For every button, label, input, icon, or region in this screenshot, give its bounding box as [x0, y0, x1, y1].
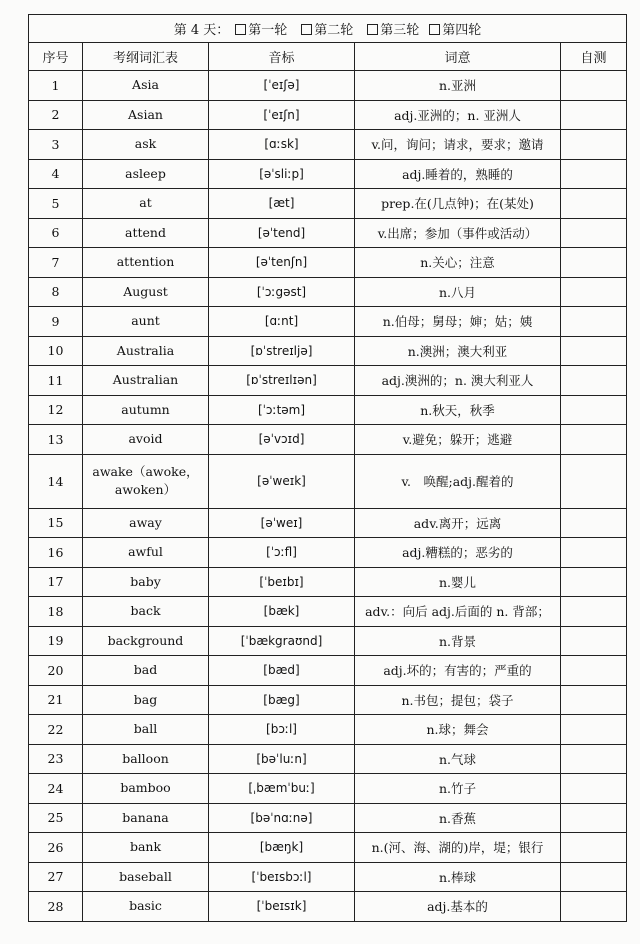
word-cell: Australian: [83, 366, 209, 396]
meaning-cell: n.书包；提包；袋子: [355, 685, 561, 715]
meaning-cell: n.关心；注意: [355, 248, 561, 278]
self-test-cell[interactable]: [561, 277, 627, 307]
round-1-label: 第一轮: [248, 23, 288, 38]
table-row: [29, 454, 627, 508]
table-row: [29, 508, 627, 538]
round-1-checkbox[interactable]: [235, 24, 246, 35]
table-row: [29, 862, 627, 892]
ipa-cell: [ɑːsk]: [209, 130, 355, 160]
word-cell: avoid: [83, 425, 209, 455]
ipa-cell: [ɒˈstreɪljə]: [209, 336, 355, 366]
word-cell: Asian: [83, 100, 209, 130]
row-number: 25: [29, 803, 83, 833]
table-row: [29, 336, 627, 366]
row-number: 19: [29, 626, 83, 656]
table-row: [29, 685, 627, 715]
row-number: 20: [29, 656, 83, 686]
ipa-cell: [ˈbækgraʊnd]: [209, 626, 355, 656]
table-row: [29, 189, 627, 219]
self-test-cell[interactable]: [561, 656, 627, 686]
row-number: 2: [29, 100, 83, 130]
ipa-cell: [ˌbæmˈbuː]: [209, 774, 355, 804]
row-number: 3: [29, 130, 83, 160]
ipa-cell: [bæd]: [209, 656, 355, 686]
meaning-cell: n.澳洲；澳大利亚: [355, 336, 561, 366]
self-test-cell[interactable]: [561, 189, 627, 219]
self-test-cell[interactable]: [561, 626, 627, 656]
ipa-cell: [ˈɔːfl]: [209, 538, 355, 568]
header-ipa: 音标: [209, 43, 355, 71]
word-cell: attention: [83, 248, 209, 278]
table-row: [29, 100, 627, 130]
row-number: 23: [29, 744, 83, 774]
self-test-cell[interactable]: [561, 100, 627, 130]
table-row: [29, 71, 627, 101]
ipa-cell: [æt]: [209, 189, 355, 219]
header-self-test: 自测: [561, 43, 627, 71]
meaning-cell: adj.坏的；有害的；严重的: [355, 656, 561, 686]
row-number: 27: [29, 862, 83, 892]
ipa-cell: [ˈbeɪbɪ]: [209, 567, 355, 597]
meaning-cell: n.球；舞会: [355, 715, 561, 745]
table-row: [29, 159, 627, 189]
title-cell: [29, 15, 627, 43]
ipa-cell: [bæŋk]: [209, 833, 355, 863]
row-number: 10: [29, 336, 83, 366]
ipa-cell: [əˈtend]: [209, 218, 355, 248]
self-test-cell[interactable]: [561, 774, 627, 804]
table-row: [29, 803, 627, 833]
title-row: [29, 15, 627, 43]
meaning-cell: adv.离开；远离: [355, 508, 561, 538]
meaning-cell: v.出席；参加（事件或活动）: [355, 218, 561, 248]
self-test-cell[interactable]: [561, 508, 627, 538]
row-number: 21: [29, 685, 83, 715]
meaning-cell: n.气球: [355, 744, 561, 774]
round-4-checkbox[interactable]: [429, 24, 440, 35]
round-3-label: 第三轮: [380, 23, 420, 38]
ipa-cell: [ˈeɪʃn]: [209, 100, 355, 130]
meaning-cell: adj.澳洲的；n. 澳大利亚人: [355, 366, 561, 396]
round-2-label: 第二轮: [314, 23, 354, 38]
meaning-cell: adj.睡着的，熟睡的: [355, 159, 561, 189]
ipa-cell: [əˈweɪ]: [209, 508, 355, 538]
round-2-checkbox[interactable]: [301, 24, 312, 35]
word-cell: attend: [83, 218, 209, 248]
self-test-cell[interactable]: [561, 567, 627, 597]
header-row: [29, 43, 627, 71]
meaning-cell: n.伯母；舅母；婶；姑；姨: [355, 307, 561, 337]
ipa-cell: [bæg]: [209, 685, 355, 715]
word-cell: ball: [83, 715, 209, 745]
meaning-cell: v. 唤醒;adj.醒着的: [355, 454, 561, 508]
self-test-cell[interactable]: [561, 395, 627, 425]
ipa-cell: [ɑːnt]: [209, 307, 355, 337]
meaning-cell: v.避免；躲开；逃避: [355, 425, 561, 455]
row-number: 13: [29, 425, 83, 455]
self-test-cell[interactable]: [561, 454, 627, 508]
vocabulary-table: [28, 14, 627, 922]
row-number: 17: [29, 567, 83, 597]
meaning-cell: n.棒球: [355, 862, 561, 892]
table-row: [29, 833, 627, 863]
row-number: 28: [29, 892, 83, 922]
word-cell: bank: [83, 833, 209, 863]
table-row: [29, 130, 627, 160]
word-cell: August: [83, 277, 209, 307]
self-test-cell[interactable]: [561, 803, 627, 833]
word-cell: balloon: [83, 744, 209, 774]
word-cell: baby: [83, 567, 209, 597]
self-test-cell[interactable]: [561, 248, 627, 278]
table-row: [29, 715, 627, 745]
word-cell: autumn: [83, 395, 209, 425]
word-cell: back: [83, 597, 209, 627]
meaning-cell: n.秋天，秋季: [355, 395, 561, 425]
self-test-cell[interactable]: [561, 597, 627, 627]
row-number: 14: [29, 454, 83, 508]
table-row: [29, 307, 627, 337]
row-number: 4: [29, 159, 83, 189]
vocabulary-sheet: [28, 14, 626, 922]
row-number: 6: [29, 218, 83, 248]
table-row: [29, 425, 627, 455]
header-word: 考纲词汇表: [83, 43, 209, 71]
meaning-cell: adv.：向后 adj.后面的 n. 背部；: [355, 597, 561, 627]
row-number: 24: [29, 774, 83, 804]
ipa-cell: [bæk]: [209, 597, 355, 627]
self-test-cell[interactable]: [561, 425, 627, 455]
word-cell: aunt: [83, 307, 209, 337]
self-test-cell[interactable]: [561, 862, 627, 892]
header-meaning: 词意: [355, 43, 561, 71]
ipa-cell: [əˈvɔɪd]: [209, 425, 355, 455]
self-test-cell[interactable]: [561, 130, 627, 160]
row-number: 1: [29, 71, 83, 101]
word-cell: basic: [83, 892, 209, 922]
row-number: 18: [29, 597, 83, 627]
self-test-cell[interactable]: [561, 366, 627, 396]
ipa-cell: [ˈbeɪsbɔːl]: [209, 862, 355, 892]
round-3-checkbox[interactable]: [367, 24, 378, 35]
self-test-cell[interactable]: [561, 71, 627, 101]
table-row: [29, 656, 627, 686]
self-test-cell[interactable]: [561, 159, 627, 189]
table-row: [29, 218, 627, 248]
self-test-cell[interactable]: [561, 685, 627, 715]
word-cell: awake（awoke，awoken）: [83, 454, 209, 508]
table-row: [29, 774, 627, 804]
table-row: [29, 892, 627, 922]
meaning-cell: v.问，询问；请求，要求；邀请: [355, 130, 561, 160]
self-test-cell[interactable]: [561, 307, 627, 337]
self-test-cell[interactable]: [561, 336, 627, 366]
table-row: [29, 538, 627, 568]
day-label: 第 4 天：: [173, 23, 230, 38]
meaning-cell: n.背景: [355, 626, 561, 656]
ipa-cell: [ˈɔːtəm]: [209, 395, 355, 425]
ipa-cell: [ˈɔːgəst]: [209, 277, 355, 307]
word-cell: banana: [83, 803, 209, 833]
word-cell: awful: [83, 538, 209, 568]
row-number: 5: [29, 189, 83, 219]
word-cell: background: [83, 626, 209, 656]
row-number: 12: [29, 395, 83, 425]
self-test-cell[interactable]: [561, 833, 627, 863]
word-cell: ask: [83, 130, 209, 160]
meaning-cell: n.八月: [355, 277, 561, 307]
meaning-cell: n.竹子: [355, 774, 561, 804]
word-cell: Australia: [83, 336, 209, 366]
meaning-cell: n.(河、海、湖的)岸，堤；银行: [355, 833, 561, 863]
meaning-cell: adj.亚洲的；n. 亚洲人: [355, 100, 561, 130]
row-number: 26: [29, 833, 83, 863]
self-test-cell[interactable]: [561, 715, 627, 745]
word-cell: bad: [83, 656, 209, 686]
table-row: [29, 597, 627, 627]
meaning-cell: n.婴儿: [355, 567, 561, 597]
ipa-cell: [bəˈluːn]: [209, 744, 355, 774]
word-cell: bag: [83, 685, 209, 715]
ipa-cell: [əˈsliːp]: [209, 159, 355, 189]
ipa-cell: [ˈeɪʃə]: [209, 71, 355, 101]
ipa-cell: [bɔːl]: [209, 715, 355, 745]
meaning-cell: prep.在(几点钟)；在(某处): [355, 189, 561, 219]
word-cell: at: [83, 189, 209, 219]
row-number: 22: [29, 715, 83, 745]
ipa-cell: [bəˈnɑːnə]: [209, 803, 355, 833]
self-test-cell[interactable]: [561, 744, 627, 774]
meaning-cell: adj.糟糕的；恶劣的: [355, 538, 561, 568]
header-no: 序号: [29, 43, 83, 71]
table-row: [29, 366, 627, 396]
word-cell: asleep: [83, 159, 209, 189]
word-cell: baseball: [83, 862, 209, 892]
table-row: [29, 626, 627, 656]
row-number: 15: [29, 508, 83, 538]
row-number: 9: [29, 307, 83, 337]
self-test-cell[interactable]: [561, 538, 627, 568]
meaning-cell: n.香蕉: [355, 803, 561, 833]
round-4-label: 第四轮: [442, 23, 482, 38]
word-cell: Asia: [83, 71, 209, 101]
meaning-cell: n.亚洲: [355, 71, 561, 101]
row-number: 11: [29, 366, 83, 396]
table-row: [29, 744, 627, 774]
row-number: 16: [29, 538, 83, 568]
ipa-cell: [ɒˈstreɪlɪən]: [209, 366, 355, 396]
row-number: 8: [29, 277, 83, 307]
word-cell: away: [83, 508, 209, 538]
meaning-cell: adj.基本的: [355, 892, 561, 922]
table-row: [29, 248, 627, 278]
row-number: 7: [29, 248, 83, 278]
ipa-cell: [əˈweɪk]: [209, 454, 355, 508]
table-row: [29, 277, 627, 307]
ipa-cell: [ˈbeɪsɪk]: [209, 892, 355, 922]
table-row: [29, 567, 627, 597]
ipa-cell: [əˈtenʃn]: [209, 248, 355, 278]
self-test-cell[interactable]: [561, 218, 627, 248]
self-test-cell[interactable]: [561, 892, 627, 922]
word-cell: bamboo: [83, 774, 209, 804]
table-row: [29, 395, 627, 425]
